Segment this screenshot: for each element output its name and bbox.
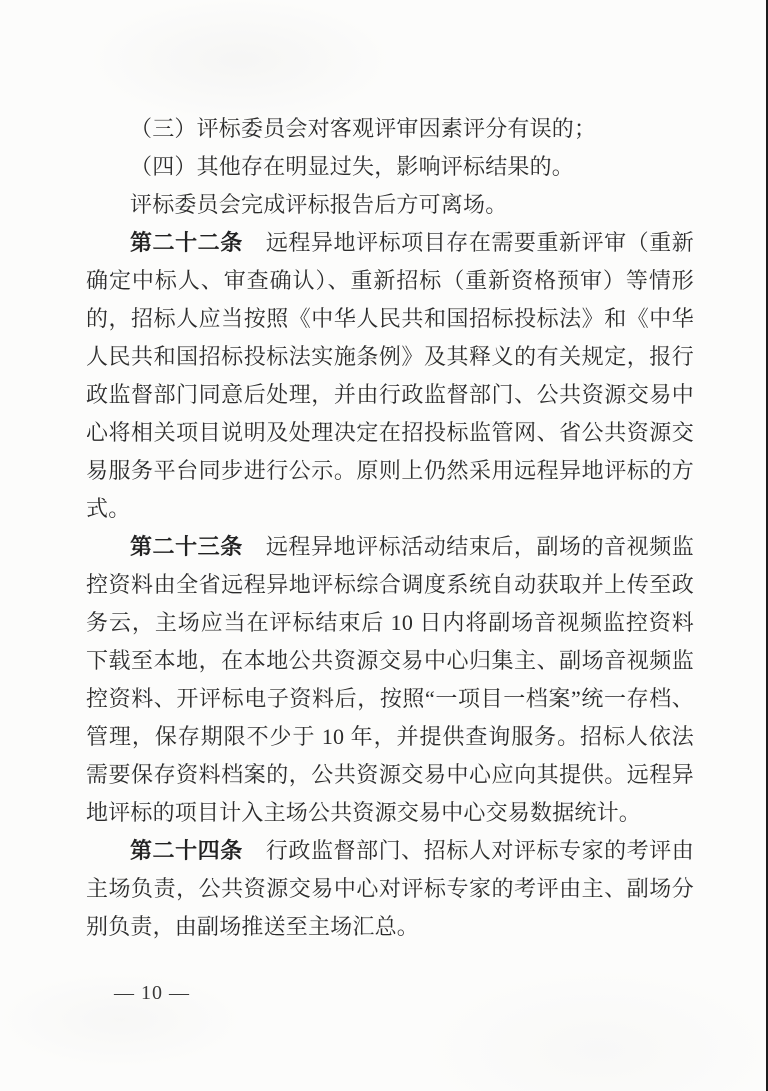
clause-item-3: （三）评标委员会对客观评审因素评分有误的； <box>130 116 597 141</box>
committee-leave-sentence: 评标委员会完成评标报告后方可离场。 <box>130 192 508 217</box>
article-24-label: 第二十四条 <box>130 838 243 863</box>
article-22-paragraph <box>86 224 694 528</box>
article-23-label: 第二十三条 <box>130 534 243 559</box>
article-22-label: 第二十二条 <box>130 230 243 255</box>
article-23-text: 远程异地评标活动结束后，副场的音视频监控资料由全省远程异地评标综合调度系统自动获取并上传至政务云，主场应当在评标结束后 10 日内将副场音视频监控资料下载至本地，在本地公共资源交易中心归集主、副场音视频监控资料、开评标电子资料后，按照“一项目一档案”统一存档、管理，保存期限不少于 10 年，并提供查询服务。招标人依法需要保存资料档案的，公共资源交易中心应向其提供。远程异地评标的项目计入主场公共资源交易中心交易数据统计。 <box>86 534 694 825</box>
article-23-paragraph <box>86 528 694 832</box>
article-22-text: 远程异地评标项目存在需要重新评审（重新确定中标人、审查确认）、重新招标（重新资格预审）等情形的，招标人应当按照《中华人民共和国招标投标法》和《中华人民共和国招标投标法实施条例》及其释义的有关规定，报行政监督部门同意后处理，并由行政监督部门、公共资源交易中心将相关项目说明及处理决定在招投标监管网、省公共资源交易服务平台同步进行公示。原则上仍然采用远程异地评标的方式。 <box>86 230 694 521</box>
document-body-text <box>86 110 694 946</box>
clause-item-4: （四）其他存在明显过失，影响评标结果的。 <box>130 154 575 179</box>
article-24-paragraph <box>86 832 694 946</box>
page-number: — 10 — <box>114 982 190 1004</box>
article-24-text: 行政监督部门、招标人对评标专家的考评由主场负责，公共资源交易中心对评标专家的考评由主、副场分别负责，由副场推送至主场汇总。 <box>86 838 694 939</box>
